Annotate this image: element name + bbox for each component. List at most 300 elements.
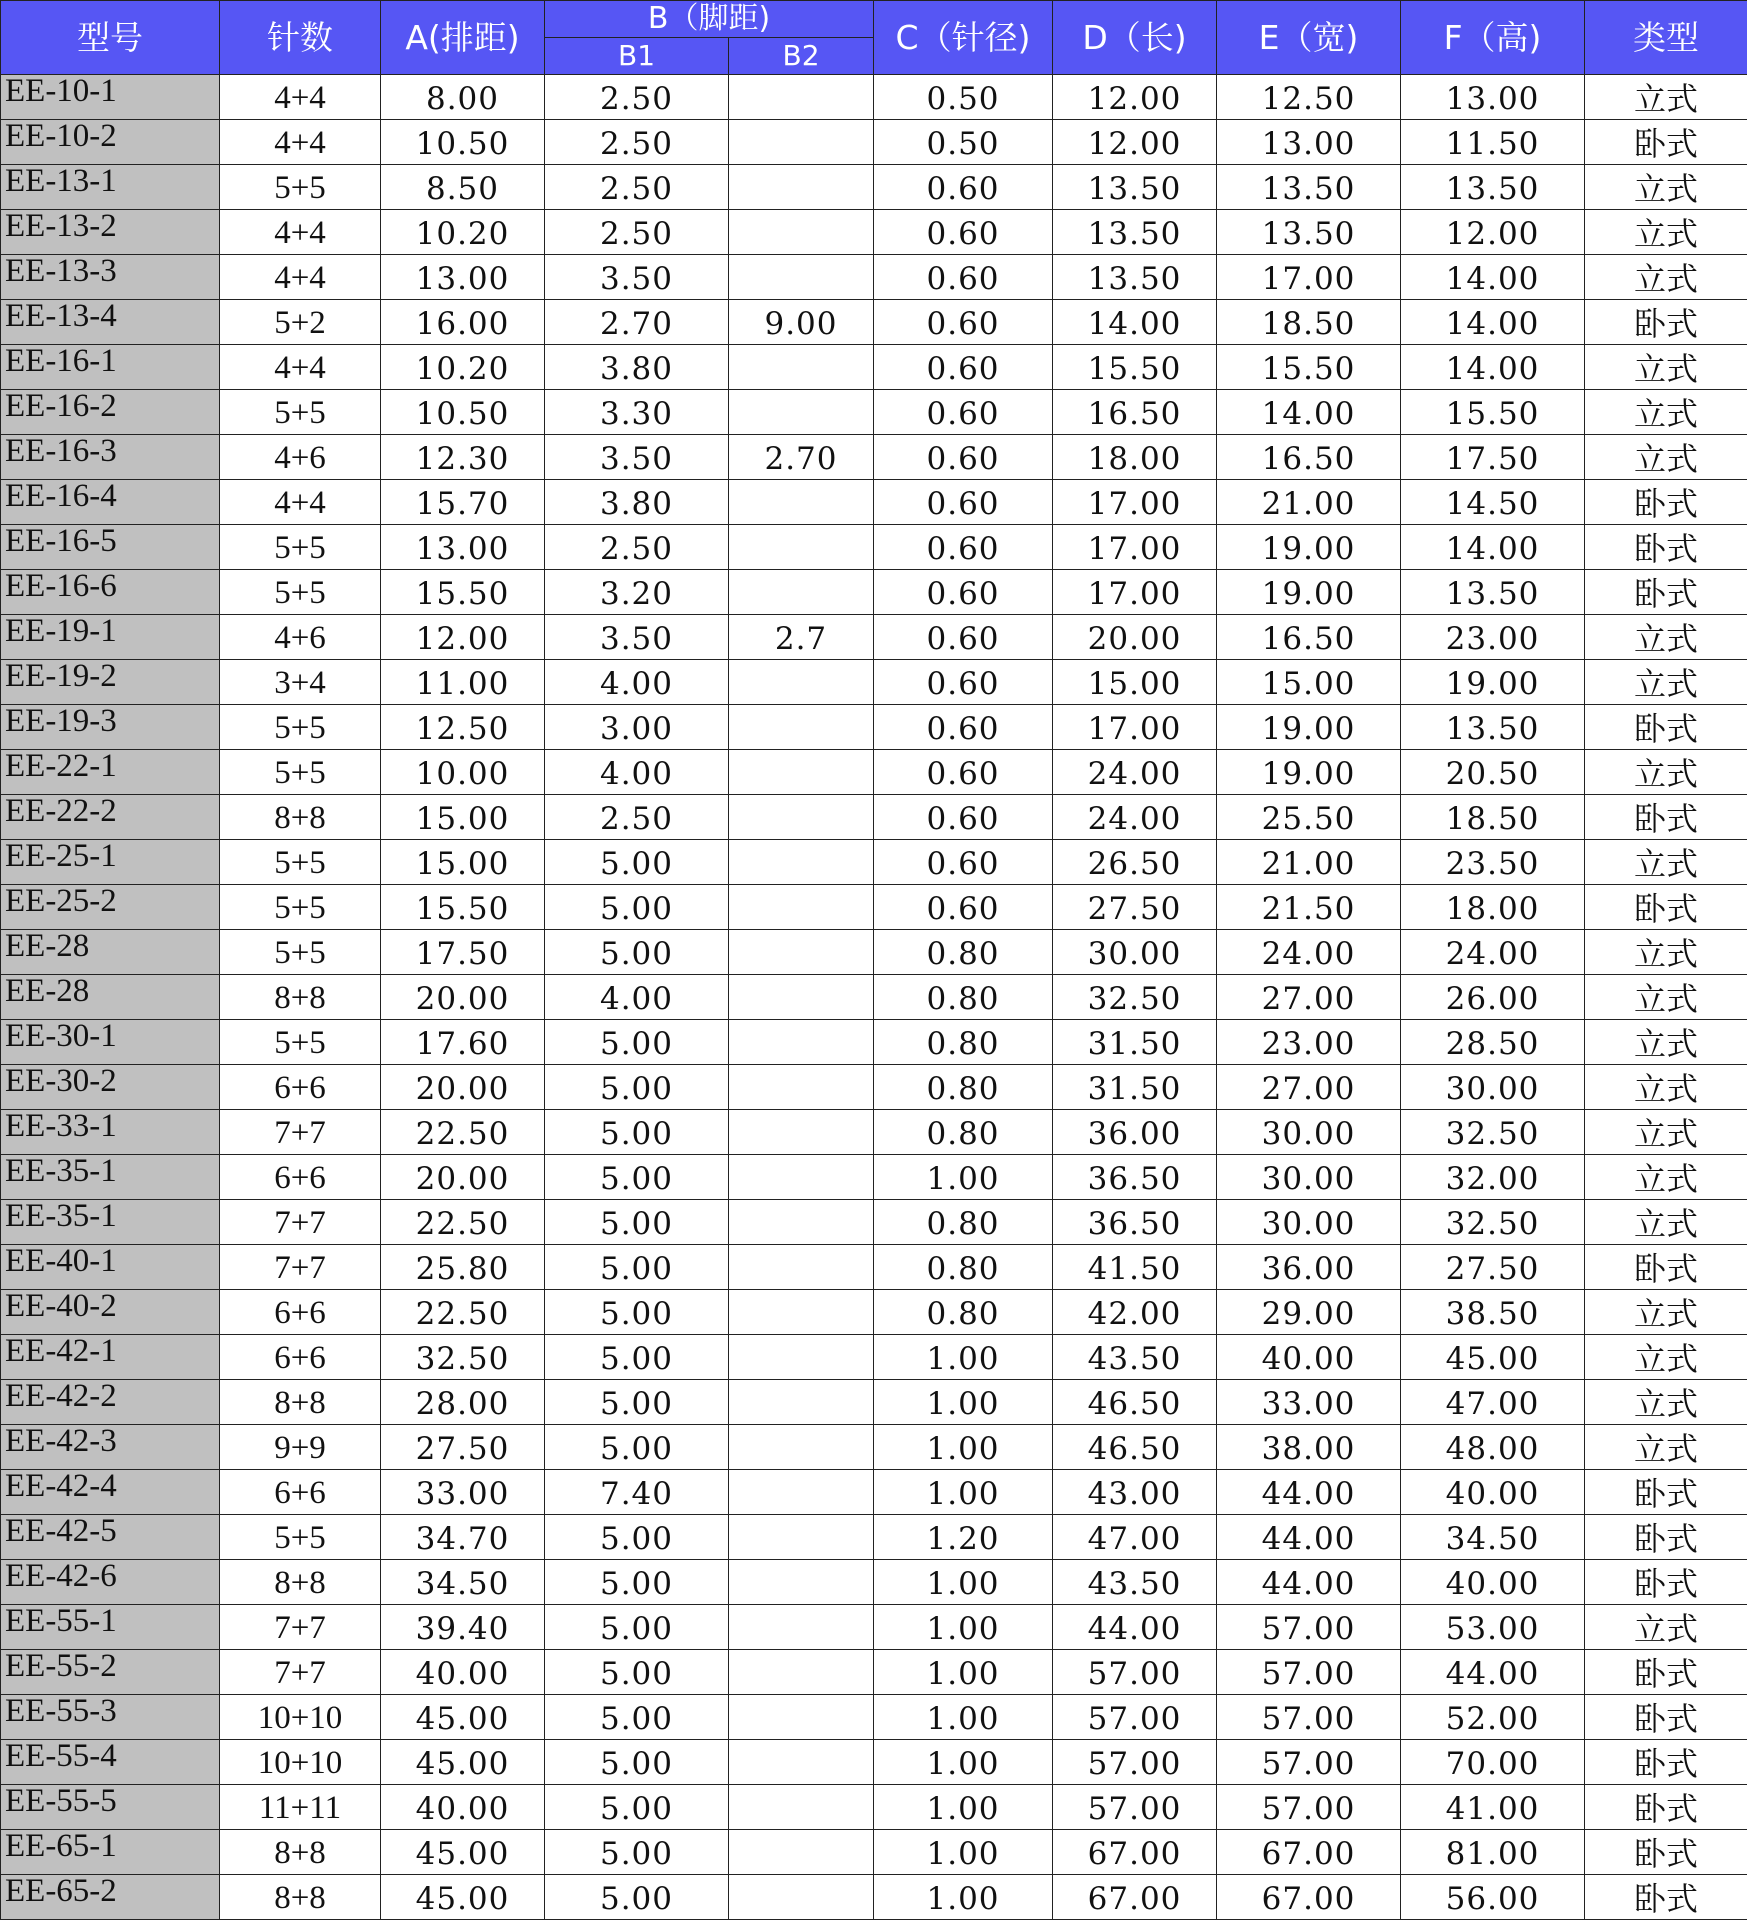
header-e: E（宽) bbox=[1217, 1, 1401, 75]
header-d: D（长) bbox=[1053, 1, 1217, 75]
table-row bbox=[1, 1155, 1747, 1200]
cell-d: 46.50 bbox=[1053, 1425, 1217, 1470]
cell-b2 bbox=[729, 570, 874, 615]
cell-pins: 5+5 bbox=[220, 885, 381, 930]
cell-model: EE-28 bbox=[1, 930, 220, 975]
cell-c: 0.60 bbox=[874, 750, 1053, 795]
cell-e: 40.00 bbox=[1217, 1335, 1401, 1380]
cell-e: 13.50 bbox=[1217, 165, 1401, 210]
cell-pins: 7+7 bbox=[220, 1650, 381, 1695]
header-type: 类型 bbox=[1585, 1, 1747, 75]
cell-b2 bbox=[729, 885, 874, 930]
cell-model: EE-19-2 bbox=[1, 660, 220, 705]
cell-pins: 8+8 bbox=[220, 975, 381, 1020]
table-row bbox=[1, 1425, 1747, 1470]
cell-f: 19.00 bbox=[1401, 660, 1585, 705]
cell-c: 0.60 bbox=[874, 705, 1053, 750]
cell-model: EE-40-2 bbox=[1, 1290, 220, 1335]
cell-e: 15.00 bbox=[1217, 660, 1401, 705]
cell-b2 bbox=[729, 1695, 874, 1740]
cell-d: 43.50 bbox=[1053, 1335, 1217, 1380]
cell-a: 12.00 bbox=[381, 615, 545, 660]
cell-e: 57.00 bbox=[1217, 1650, 1401, 1695]
table-row bbox=[1, 1830, 1747, 1875]
cell-b2 bbox=[729, 1335, 874, 1380]
cell-b1: 5.00 bbox=[545, 885, 729, 930]
cell-pins: 5+5 bbox=[220, 165, 381, 210]
header-a: A(排距) bbox=[381, 1, 545, 75]
table-row bbox=[1, 1605, 1747, 1650]
cell-c: 0.80 bbox=[874, 1110, 1053, 1155]
table-row bbox=[1, 120, 1747, 165]
cell-e: 44.00 bbox=[1217, 1470, 1401, 1515]
cell-type: 立式 bbox=[1585, 1200, 1747, 1245]
cell-f: 34.50 bbox=[1401, 1515, 1585, 1560]
cell-d: 43.00 bbox=[1053, 1470, 1217, 1515]
table-row bbox=[1, 570, 1747, 615]
cell-type: 卧式 bbox=[1585, 300, 1747, 345]
cell-type: 立式 bbox=[1585, 1605, 1747, 1650]
cell-type: 立式 bbox=[1585, 1065, 1747, 1110]
cell-a: 13.00 bbox=[381, 525, 545, 570]
cell-a: 15.50 bbox=[381, 885, 545, 930]
cell-pins: 7+7 bbox=[220, 1245, 381, 1290]
cell-e: 16.50 bbox=[1217, 435, 1401, 480]
cell-a: 45.00 bbox=[381, 1740, 545, 1785]
cell-pins: 5+5 bbox=[220, 570, 381, 615]
cell-type: 卧式 bbox=[1585, 1650, 1747, 1695]
cell-a: 28.00 bbox=[381, 1380, 545, 1425]
table-body bbox=[1, 75, 1747, 1920]
cell-model: EE-30-2 bbox=[1, 1065, 220, 1110]
cell-d: 26.50 bbox=[1053, 840, 1217, 885]
cell-a: 8.50 bbox=[381, 165, 545, 210]
cell-d: 44.00 bbox=[1053, 1605, 1217, 1650]
table-row bbox=[1, 975, 1747, 1020]
cell-b2 bbox=[729, 165, 874, 210]
cell-f: 12.00 bbox=[1401, 210, 1585, 255]
cell-pins: 3+4 bbox=[220, 660, 381, 705]
cell-c: 0.60 bbox=[874, 795, 1053, 840]
header-model: 型号 bbox=[1, 1, 220, 75]
cell-b1: 2.50 bbox=[545, 795, 729, 840]
cell-c: 0.60 bbox=[874, 345, 1053, 390]
cell-type: 立式 bbox=[1585, 1110, 1747, 1155]
cell-pins: 11+11 bbox=[220, 1785, 381, 1830]
table-row bbox=[1, 210, 1747, 255]
table-row bbox=[1, 1200, 1747, 1245]
cell-type: 卧式 bbox=[1585, 570, 1747, 615]
cell-b2 bbox=[729, 120, 874, 165]
cell-e: 24.00 bbox=[1217, 930, 1401, 975]
cell-c: 0.60 bbox=[874, 255, 1053, 300]
cell-e: 44.00 bbox=[1217, 1560, 1401, 1605]
cell-type: 卧式 bbox=[1585, 1695, 1747, 1740]
cell-e: 15.50 bbox=[1217, 345, 1401, 390]
cell-f: 24.00 bbox=[1401, 930, 1585, 975]
cell-pins: 8+8 bbox=[220, 1560, 381, 1605]
table-row bbox=[1, 660, 1747, 705]
cell-b2 bbox=[729, 705, 874, 750]
cell-pins: 7+7 bbox=[220, 1110, 381, 1155]
cell-type: 立式 bbox=[1585, 435, 1747, 480]
cell-pins: 9+9 bbox=[220, 1425, 381, 1470]
cell-d: 17.00 bbox=[1053, 705, 1217, 750]
cell-model: EE-35-1 bbox=[1, 1155, 220, 1200]
cell-pins: 10+10 bbox=[220, 1695, 381, 1740]
cell-b1: 5.00 bbox=[545, 840, 729, 885]
cell-b2 bbox=[729, 930, 874, 975]
cell-model: EE-42-2 bbox=[1, 1380, 220, 1425]
header-b2: B2 bbox=[729, 38, 874, 75]
cell-d: 57.00 bbox=[1053, 1740, 1217, 1785]
cell-f: 18.50 bbox=[1401, 795, 1585, 840]
cell-model: EE-30-1 bbox=[1, 1020, 220, 1065]
cell-d: 24.00 bbox=[1053, 750, 1217, 795]
cell-pins: 8+8 bbox=[220, 1830, 381, 1875]
cell-e: 57.00 bbox=[1217, 1785, 1401, 1830]
cell-pins: 8+8 bbox=[220, 1380, 381, 1425]
cell-model: EE-13-2 bbox=[1, 210, 220, 255]
cell-b1: 2.50 bbox=[545, 165, 729, 210]
cell-c: 0.80 bbox=[874, 930, 1053, 975]
table-row bbox=[1, 390, 1747, 435]
cell-f: 14.00 bbox=[1401, 525, 1585, 570]
cell-d: 27.50 bbox=[1053, 885, 1217, 930]
cell-c: 1.00 bbox=[874, 1785, 1053, 1830]
cell-model: EE-65-1 bbox=[1, 1830, 220, 1875]
cell-d: 14.00 bbox=[1053, 300, 1217, 345]
cell-type: 卧式 bbox=[1585, 1830, 1747, 1875]
cell-c: 1.00 bbox=[874, 1335, 1053, 1380]
cell-e: 27.00 bbox=[1217, 1065, 1401, 1110]
cell-b2 bbox=[729, 1605, 874, 1650]
cell-b1: 5.00 bbox=[545, 1650, 729, 1695]
cell-b2 bbox=[729, 390, 874, 435]
table-row bbox=[1, 930, 1747, 975]
cell-c: 0.60 bbox=[874, 660, 1053, 705]
cell-e: 38.00 bbox=[1217, 1425, 1401, 1470]
cell-model: EE-55-5 bbox=[1, 1785, 220, 1830]
cell-type: 立式 bbox=[1585, 210, 1747, 255]
cell-c: 1.00 bbox=[874, 1875, 1053, 1920]
cell-a: 15.00 bbox=[381, 840, 545, 885]
cell-b1: 5.00 bbox=[545, 930, 729, 975]
cell-b2 bbox=[729, 1065, 874, 1110]
cell-f: 26.00 bbox=[1401, 975, 1585, 1020]
cell-b1: 2.50 bbox=[545, 120, 729, 165]
cell-a: 17.50 bbox=[381, 930, 545, 975]
cell-b1: 3.80 bbox=[545, 480, 729, 525]
cell-type: 立式 bbox=[1585, 975, 1747, 1020]
cell-a: 20.00 bbox=[381, 975, 545, 1020]
cell-type: 立式 bbox=[1585, 930, 1747, 975]
cell-d: 67.00 bbox=[1053, 1875, 1217, 1920]
cell-e: 19.00 bbox=[1217, 525, 1401, 570]
cell-b1: 5.00 bbox=[545, 1110, 729, 1155]
cell-a: 25.80 bbox=[381, 1245, 545, 1290]
cell-b2 bbox=[729, 1515, 874, 1560]
cell-a: 15.70 bbox=[381, 480, 545, 525]
cell-f: 70.00 bbox=[1401, 1740, 1585, 1785]
cell-e: 19.00 bbox=[1217, 750, 1401, 795]
cell-f: 23.50 bbox=[1401, 840, 1585, 885]
cell-d: 30.00 bbox=[1053, 930, 1217, 975]
cell-c: 0.60 bbox=[874, 165, 1053, 210]
cell-b1: 5.00 bbox=[545, 1875, 729, 1920]
cell-d: 13.50 bbox=[1053, 210, 1217, 255]
cell-d: 47.00 bbox=[1053, 1515, 1217, 1560]
cell-b2 bbox=[729, 255, 874, 300]
cell-e: 19.00 bbox=[1217, 705, 1401, 750]
cell-model: EE-65-2 bbox=[1, 1875, 220, 1920]
cell-d: 57.00 bbox=[1053, 1650, 1217, 1695]
cell-b2 bbox=[729, 1110, 874, 1155]
cell-b2 bbox=[729, 795, 874, 840]
cell-type: 立式 bbox=[1585, 660, 1747, 705]
cell-pins: 4+6 bbox=[220, 435, 381, 480]
cell-b1: 2.50 bbox=[545, 210, 729, 255]
cell-c: 1.20 bbox=[874, 1515, 1053, 1560]
cell-b1: 2.50 bbox=[545, 525, 729, 570]
cell-f: 32.00 bbox=[1401, 1155, 1585, 1200]
cell-a: 20.00 bbox=[381, 1065, 545, 1110]
cell-model: EE-16-6 bbox=[1, 570, 220, 615]
cell-type: 立式 bbox=[1585, 75, 1747, 120]
cell-model: EE-19-1 bbox=[1, 615, 220, 660]
cell-a: 11.00 bbox=[381, 660, 545, 705]
cell-b2 bbox=[729, 1020, 874, 1065]
cell-c: 0.80 bbox=[874, 975, 1053, 1020]
cell-b2 bbox=[729, 1650, 874, 1695]
cell-b1: 5.00 bbox=[545, 1380, 729, 1425]
cell-type: 立式 bbox=[1585, 1380, 1747, 1425]
table-row bbox=[1, 1110, 1747, 1155]
cell-type: 卧式 bbox=[1585, 1245, 1747, 1290]
cell-pins: 4+4 bbox=[220, 480, 381, 525]
header-b: B（脚距) bbox=[545, 1, 874, 38]
cell-type: 立式 bbox=[1585, 165, 1747, 210]
table-row bbox=[1, 165, 1747, 210]
table-row bbox=[1, 795, 1747, 840]
cell-f: 14.00 bbox=[1401, 345, 1585, 390]
cell-d: 12.00 bbox=[1053, 120, 1217, 165]
cell-type: 立式 bbox=[1585, 615, 1747, 660]
cell-f: 47.00 bbox=[1401, 1380, 1585, 1425]
cell-a: 8.00 bbox=[381, 75, 545, 120]
cell-pins: 8+8 bbox=[220, 795, 381, 840]
cell-c: 0.60 bbox=[874, 570, 1053, 615]
cell-a: 22.50 bbox=[381, 1200, 545, 1245]
cell-f: 56.00 bbox=[1401, 1875, 1585, 1920]
cell-b2 bbox=[729, 1290, 874, 1335]
cell-b1: 2.70 bbox=[545, 300, 729, 345]
cell-pins: 5+5 bbox=[220, 840, 381, 885]
table-row bbox=[1, 300, 1747, 345]
cell-b1: 4.00 bbox=[545, 750, 729, 795]
cell-e: 18.50 bbox=[1217, 300, 1401, 345]
table-row bbox=[1, 750, 1747, 795]
cell-c: 0.80 bbox=[874, 1245, 1053, 1290]
table-row bbox=[1, 705, 1747, 750]
cell-b1: 5.00 bbox=[545, 1830, 729, 1875]
cell-type: 卧式 bbox=[1585, 1785, 1747, 1830]
cell-c: 0.80 bbox=[874, 1200, 1053, 1245]
cell-c: 1.00 bbox=[874, 1830, 1053, 1875]
cell-type: 卧式 bbox=[1585, 480, 1747, 525]
cell-b2: 9.00 bbox=[729, 300, 874, 345]
cell-b1: 5.00 bbox=[545, 1290, 729, 1335]
cell-f: 45.00 bbox=[1401, 1335, 1585, 1380]
cell-model: EE-55-1 bbox=[1, 1605, 220, 1650]
cell-pins: 4+4 bbox=[220, 255, 381, 300]
cell-type: 立式 bbox=[1585, 390, 1747, 435]
cell-pins: 10+10 bbox=[220, 1740, 381, 1785]
cell-type: 立式 bbox=[1585, 255, 1747, 300]
cell-a: 34.50 bbox=[381, 1560, 545, 1605]
table-row bbox=[1, 255, 1747, 300]
cell-c: 1.00 bbox=[874, 1605, 1053, 1650]
cell-model: EE-13-4 bbox=[1, 300, 220, 345]
cell-a: 27.50 bbox=[381, 1425, 545, 1470]
cell-a: 12.30 bbox=[381, 435, 545, 480]
cell-model: EE-55-2 bbox=[1, 1650, 220, 1695]
cell-type: 卧式 bbox=[1585, 1740, 1747, 1785]
cell-d: 16.50 bbox=[1053, 390, 1217, 435]
cell-e: 16.50 bbox=[1217, 615, 1401, 660]
cell-pins: 5+5 bbox=[220, 525, 381, 570]
cell-c: 1.00 bbox=[874, 1380, 1053, 1425]
table-row bbox=[1, 840, 1747, 885]
cell-type: 卧式 bbox=[1585, 1515, 1747, 1560]
cell-e: 67.00 bbox=[1217, 1830, 1401, 1875]
cell-d: 17.00 bbox=[1053, 570, 1217, 615]
cell-model: EE-16-1 bbox=[1, 345, 220, 390]
cell-d: 57.00 bbox=[1053, 1785, 1217, 1830]
cell-type: 卧式 bbox=[1585, 1470, 1747, 1515]
cell-pins: 7+7 bbox=[220, 1200, 381, 1245]
table-row bbox=[1, 1245, 1747, 1290]
cell-type: 立式 bbox=[1585, 1425, 1747, 1470]
cell-d: 15.00 bbox=[1053, 660, 1217, 705]
table-row bbox=[1, 885, 1747, 930]
cell-model: EE-13-3 bbox=[1, 255, 220, 300]
cell-b1: 5.00 bbox=[545, 1335, 729, 1380]
cell-e: 57.00 bbox=[1217, 1740, 1401, 1785]
cell-b1: 5.00 bbox=[545, 1155, 729, 1200]
cell-model: EE-40-1 bbox=[1, 1245, 220, 1290]
cell-model: EE-10-1 bbox=[1, 75, 220, 120]
cell-b2 bbox=[729, 840, 874, 885]
cell-b2 bbox=[729, 1740, 874, 1785]
cell-e: 57.00 bbox=[1217, 1695, 1401, 1740]
cell-a: 45.00 bbox=[381, 1830, 545, 1875]
cell-e: 17.00 bbox=[1217, 255, 1401, 300]
cell-model: EE-16-2 bbox=[1, 390, 220, 435]
cell-a: 45.00 bbox=[381, 1875, 545, 1920]
table-row bbox=[1, 1515, 1747, 1560]
cell-model: EE-19-3 bbox=[1, 705, 220, 750]
cell-a: 22.50 bbox=[381, 1290, 545, 1335]
cell-c: 0.50 bbox=[874, 75, 1053, 120]
cell-b1: 5.00 bbox=[545, 1695, 729, 1740]
cell-b2 bbox=[729, 1380, 874, 1425]
cell-b2 bbox=[729, 1875, 874, 1920]
cell-e: 25.50 bbox=[1217, 795, 1401, 840]
cell-d: 36.00 bbox=[1053, 1110, 1217, 1155]
cell-model: EE-16-4 bbox=[1, 480, 220, 525]
cell-a: 40.00 bbox=[381, 1650, 545, 1695]
cell-model: EE-35-1 bbox=[1, 1200, 220, 1245]
cell-d: 17.00 bbox=[1053, 480, 1217, 525]
cell-f: 52.00 bbox=[1401, 1695, 1585, 1740]
cell-f: 17.50 bbox=[1401, 435, 1585, 480]
cell-pins: 6+6 bbox=[220, 1470, 381, 1515]
cell-f: 44.00 bbox=[1401, 1650, 1585, 1695]
cell-f: 14.00 bbox=[1401, 300, 1585, 345]
cell-a: 10.00 bbox=[381, 750, 545, 795]
cell-f: 13.50 bbox=[1401, 705, 1585, 750]
table-row bbox=[1, 480, 1747, 525]
cell-model: EE-13-1 bbox=[1, 165, 220, 210]
table-row bbox=[1, 1380, 1747, 1425]
cell-pins: 4+4 bbox=[220, 210, 381, 255]
cell-f: 48.00 bbox=[1401, 1425, 1585, 1470]
cell-b2: 2.70 bbox=[729, 435, 874, 480]
cell-c: 1.00 bbox=[874, 1470, 1053, 1515]
table-row bbox=[1, 1875, 1747, 1920]
cell-b1: 3.20 bbox=[545, 570, 729, 615]
table-row bbox=[1, 75, 1747, 120]
cell-b1: 3.50 bbox=[545, 255, 729, 300]
cell-c: 0.60 bbox=[874, 615, 1053, 660]
cell-d: 36.50 bbox=[1053, 1155, 1217, 1200]
cell-model: EE-55-3 bbox=[1, 1695, 220, 1740]
cell-a: 34.70 bbox=[381, 1515, 545, 1560]
cell-b2 bbox=[729, 750, 874, 795]
table-row bbox=[1, 1290, 1747, 1335]
cell-pins: 7+7 bbox=[220, 1605, 381, 1650]
cell-c: 1.00 bbox=[874, 1425, 1053, 1470]
cell-b2 bbox=[729, 975, 874, 1020]
cell-e: 21.00 bbox=[1217, 840, 1401, 885]
cell-pins: 5+5 bbox=[220, 750, 381, 795]
cell-a: 10.20 bbox=[381, 345, 545, 390]
cell-pins: 4+4 bbox=[220, 345, 381, 390]
cell-d: 57.00 bbox=[1053, 1695, 1217, 1740]
cell-f: 18.00 bbox=[1401, 885, 1585, 930]
cell-f: 20.50 bbox=[1401, 750, 1585, 795]
cell-c: 1.00 bbox=[874, 1695, 1053, 1740]
cell-c: 0.50 bbox=[874, 120, 1053, 165]
cell-d: 12.00 bbox=[1053, 75, 1217, 120]
cell-c: 1.00 bbox=[874, 1740, 1053, 1785]
cell-f: 14.00 bbox=[1401, 255, 1585, 300]
cell-b2 bbox=[729, 1425, 874, 1470]
cell-model: EE-42-4 bbox=[1, 1470, 220, 1515]
cell-f: 38.50 bbox=[1401, 1290, 1585, 1335]
cell-e: 21.50 bbox=[1217, 885, 1401, 930]
cell-type: 立式 bbox=[1585, 1290, 1747, 1335]
cell-d: 15.50 bbox=[1053, 345, 1217, 390]
header-b1: B1 bbox=[545, 38, 729, 75]
cell-f: 13.50 bbox=[1401, 570, 1585, 615]
cell-d: 36.50 bbox=[1053, 1200, 1217, 1245]
cell-d: 13.50 bbox=[1053, 165, 1217, 210]
cell-b2 bbox=[729, 660, 874, 705]
cell-model: EE-28 bbox=[1, 975, 220, 1020]
cell-model: EE-42-1 bbox=[1, 1335, 220, 1380]
